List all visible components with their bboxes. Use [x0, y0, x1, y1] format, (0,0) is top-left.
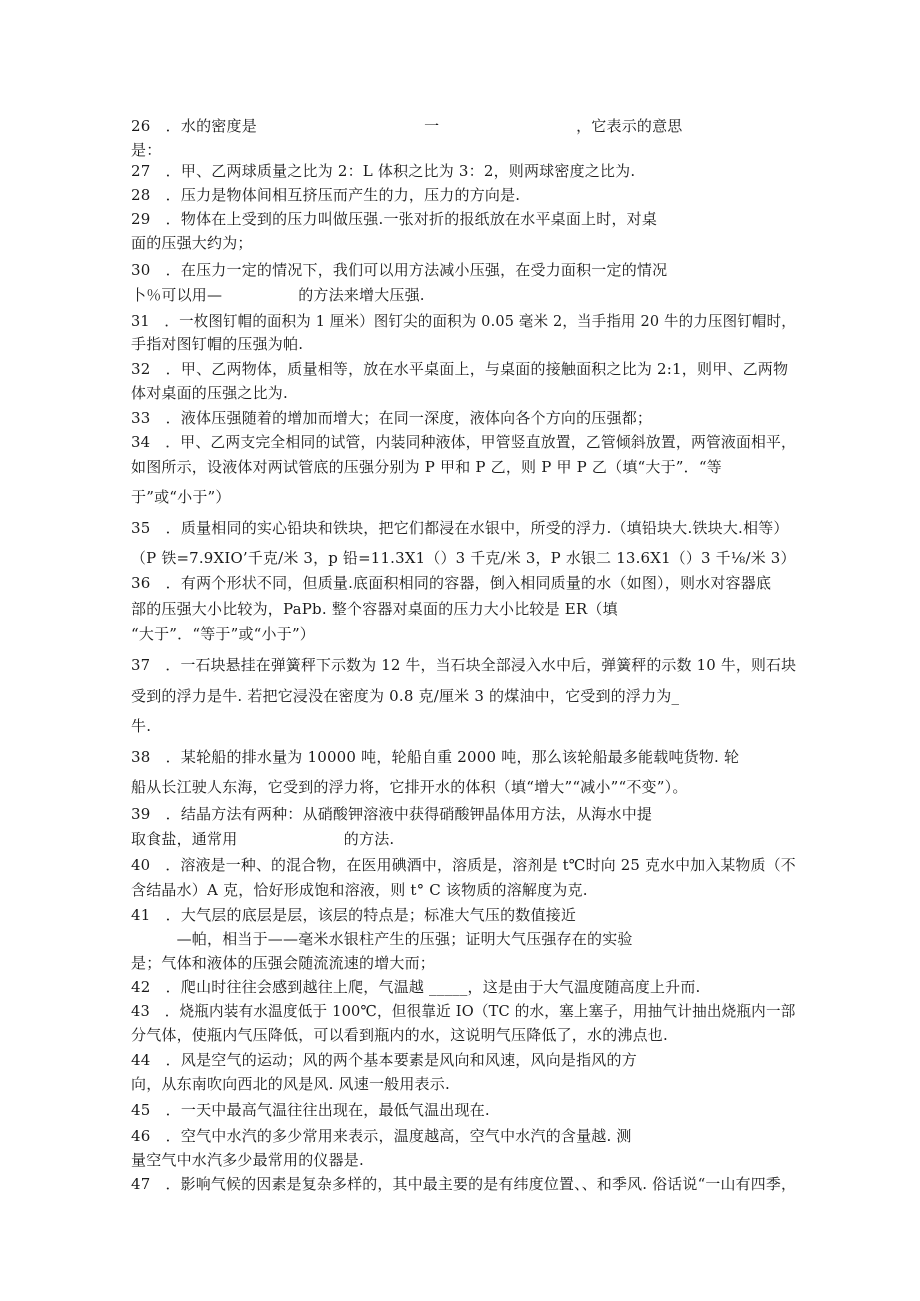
q36-line-2: 部的压强大小比较为，PaPb. 整个容器对桌面的压力大小比较是 ER（填: [131, 600, 618, 618]
q39-line-2: 取食盐，通常用 的方法.: [131, 830, 395, 848]
q30-line-2: 卜％可以用— 的方法来增大压强.: [131, 286, 425, 304]
q38-line-1: 38 ．某轮船的排水量为 10000 吨，轮船自重 2000 吨，那么该轮船最多能载吨货物. 轮: [131, 748, 740, 766]
q34-line-2: 如图所示，设液体对两试管底的压强分别为 P 甲和 P 乙，则 P 甲 P 乙（填“大于”．“等: [131, 458, 722, 476]
q35-line-2: （P 铁=7.9XIO’千克/米 3，p 铅=11.3X1（）3 千克/米 3，P 水银二 13.6X1（）3 千⅛/米 3）: [131, 549, 796, 567]
q27-line-1: 27 ．甲、乙两球质量之比为 2：L 体积之比为 3：2，则两球密度之比为.: [131, 162, 636, 180]
q37-line-1: 37 ．一石块悬挂在弹簧秤下示数为 12 牛，当石块全部浸入水中后，弹簧秤的示数 10 牛，则石块: [131, 656, 797, 674]
q45-line-1: 45 ．一天中最高气温往往出现在，最低气温出现在.: [131, 1101, 490, 1119]
q34-line-3: 于”或“小于”）: [131, 488, 231, 506]
q46-line-2: 量空气中水汽多少最常用的仪器是.: [131, 1151, 364, 1169]
q36-line-1: 36 ．有两个形状不同，但质量.底面积相同的容器，倒入相同质量的水（如图），则水对容器底: [131, 574, 772, 592]
q40-line-2: 含结晶水）A 克，恰好形成饱和溶液，则 t° C 该物质的溶解度为克.: [131, 881, 588, 899]
q44-line-1: 44 ．风是空气的运动；风的两个基本要素是风向和风速，风向是指风的方: [131, 1051, 637, 1069]
q34-line-1: 34 ．甲、乙两支完全相同的试管，内装同种液体，甲管竖直放置，乙管倾斜放置，两管液面相平，: [131, 433, 797, 451]
q26-line-1: 26 ．水的密度是 一 ，它表示的意思: [131, 117, 683, 135]
q33-line-1: 33 ．液体压强随着的增加而增大；在同一深度，液体向各个方向的压强都；: [131, 409, 653, 427]
q37-line-3: 牛.: [131, 717, 152, 735]
q39-line-1: 39 ．结晶方法有两种：从硝酸钾溶液中获得硝酸钾晶体用方法，从海水中提: [131, 805, 653, 823]
q31-line-2: 手指对图钉帽的压强为帕.: [131, 335, 304, 353]
q43-line-2: 分气体，使瓶内气压降低，可以看到瓶内的水，这说明气压降低了，水的沸点也.: [131, 1026, 668, 1044]
q38-line-2: 船从长江驶人东海，它受到的浮力将，它排开水的体积（填“增大”“减小”“不变”）。: [131, 778, 688, 796]
q28-line-1: 28 ．压力是物体间相互挤压而产生的力，压力的方向是.: [131, 186, 521, 204]
q42-line-1: 42 ．爬山时往往会感到越往上爬，气温越 _____，这是由于大气温度随高度上升而.: [131, 978, 701, 996]
q40-line-1: 40 ．溶液是一种、的混合物，在医用碘酒中，溶质是，溶剂是 t℃时向 25 克水中加入某物质（不: [131, 856, 796, 874]
q41-line-1: 41 ．大气层的底层是层，该层的特点是；标准大气压的数值接近: [131, 906, 577, 924]
q37-line-2: 受到的浮力是牛. 若把它浸没在密度为 0.8 克/厘米 3 的煤油中，它受到的浮力为_: [131, 687, 680, 705]
q32-line-1: 32 ．甲、乙两物体，质量相等，放在水平桌面上，与桌面的接触面积之比为 2:1，则甲、乙两物: [131, 360, 789, 378]
q31-line-1: 31 ．一枚图钉帽的面积为 1 厘米）图钉尖的面积为 0.05 毫米 2，当手指用 20 牛的力压图钉帽时，: [131, 312, 796, 330]
q32-line-2: 体对桌面的压强之比为.: [131, 384, 288, 402]
q41-line-2: —帕，相当于——毫米水银柱产生的压强；证明大气压强存在的实验: [131, 930, 633, 948]
q44-line-2: 向，从东南吹向西北的风是风. 风速一般用表示.: [131, 1075, 450, 1093]
q36-line-3: “大于”．“等于”或“小于”）: [131, 625, 316, 643]
q30-line-1: 30 ．在压力一定的情况下，我们可以用方法减小压强，在受力面积一定的情况: [131, 261, 668, 279]
q35-line-1: 35 ．质量相同的实心铅块和铁块，把它们都浸在水银中，所受的浮力.（填铅块大.铁块大.相等）: [131, 519, 789, 537]
q47-line-1: 47 ．影响气候的因素是复杂多样的，其中最主要的是有纬度位置、、和季风. 俗话说“一山有四季，: [131, 1175, 797, 1193]
q41-line-3: 是；气体和液体的压强会随流流速的增大而；: [131, 954, 436, 972]
q26-line-2: 是：: [131, 141, 162, 159]
q29-line-2: 面的压强大约为；: [131, 234, 253, 252]
q43-line-1: 43 ．烧瓶内装有水温度低于 100℃，但很靠近 IO（TC 的水，塞上塞子，用抽气计抽出烧瓶内一部: [131, 1002, 796, 1020]
q29-line-1: 29 ．物体在上受到的压力叫做压强.一张对折的报纸放在水平桌面上时，对桌: [131, 210, 658, 228]
q46-line-1: 46 ．空气中水汽的多少常用来表示，温度越高，空气中水汽的含量越. 测: [131, 1127, 632, 1145]
